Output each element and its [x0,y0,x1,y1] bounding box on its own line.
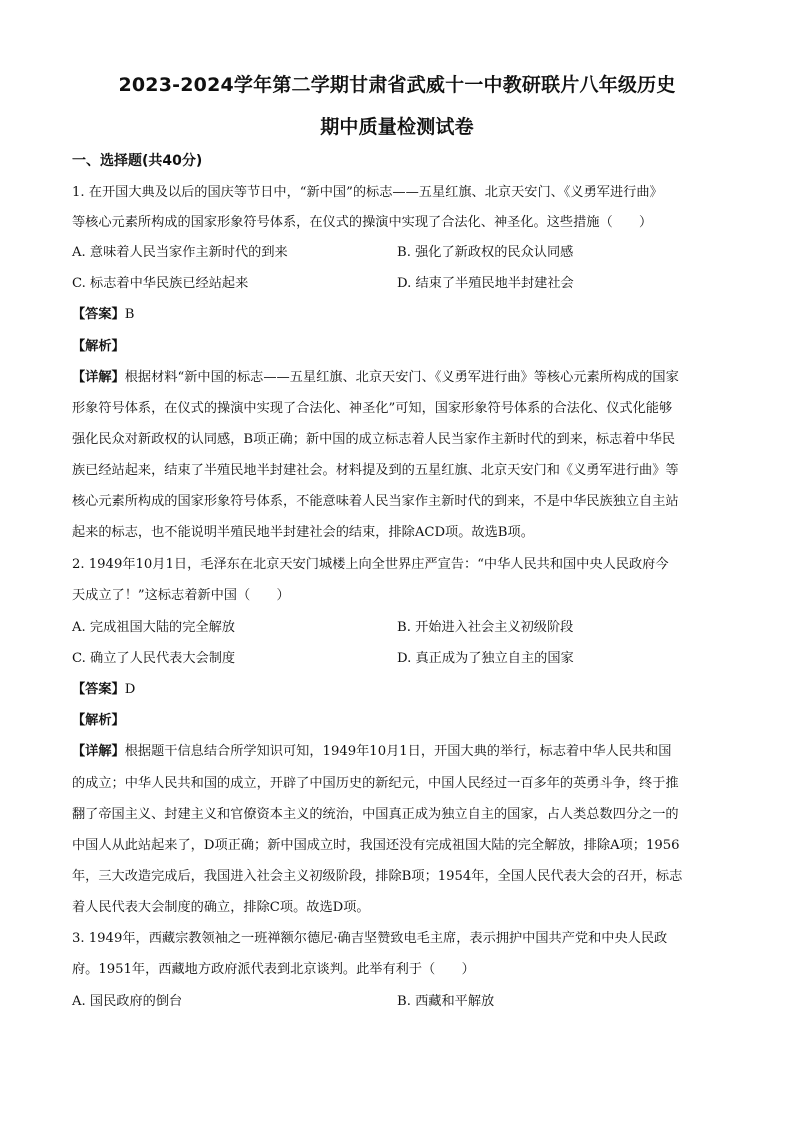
q1-stem-line-1: 1. 在开国大典及以后的国庆等节日中，“新中国”的标志——五星红旗、北京天安门、《义勇军进行曲》 [72,185,663,200]
q3-stem-line-2: 府。1951年，西藏地方政府派代表到北京谈判。此举有利于（ ） [72,962,475,977]
analysis-tag: 【解析】 [72,339,125,354]
q1-detail-line-4: 族已经站起来，结束了半殖民地半封建社会。材料提及到的五星红旗、北京天安门和《义勇军进行曲》等 [72,463,679,478]
q2-option-b: B. 开始进入社会主义初级阶段 [397,620,574,635]
detail-text: 根据材料“新中国的标志——五星红旗、北京天安门、《义勇军进行曲》等核心元素所构成的国家 [124,370,679,385]
answer-tag: 【答案】 [72,307,125,322]
page-title-line-1: 2023-2024学年第二学期甘肃省武威十一中教研联片八年级历史 [118,74,676,96]
q2-option-d: D. 真正成为了独立自主的国家 [397,651,574,666]
q1-detail-line-1 [72,368,724,388]
q1-detail-line-3: 强化民众对新政权的认同感，B项正确；新中国的成立标志着人民当家作主新时代的到来，标志着中华民 [72,432,676,447]
q2-detail-line-2: 的成立；中华人民共和国的成立，开辟了中国历史的新纪元，中国人民经过一百多年的英勇斗争，终于推 [72,776,679,791]
q2-stem-line-1: 2. 1949年10月1日，毛泽东在北京天安门城楼上向全世界庄严宣告：“中华人民共和国中央人民政府今 [72,557,669,572]
q2-detail-line-5: 年，三大改造完成后，我国进入社会主义初级阶段，排除B项；1954年，全国人民代表大会的召开，标志 [72,869,683,884]
q1-option-a: A. 意味着人民当家作主新时代的到来 [72,245,288,260]
q2-detail-line-3: 翻了帝国主义、封建主义和官僚资本主义的统治，中国真正成为独立自主的国家，占人类总数四分之一的 [72,807,679,822]
q1-option-d: D. 结束了半殖民地半封建社会 [397,276,574,291]
q2-stem-line-2: 天成立了！”这标志着新中国（ ） [72,588,290,603]
q1-analysis-tag [72,337,125,357]
q2-detail-line-4: 中国人从此站起来了，D项正确；新中国成立时，我国还没有完成祖国大陆的完全解放，排除A项；1956 [72,838,680,853]
detail-text: 根据题干信息结合所学知识可知，1949年10月1日，开国大典的举行，标志着中华人民共和国 [124,744,672,759]
analysis-tag: 【解析】 [72,713,125,728]
detail-tag: 【详解】 [72,744,125,759]
q1-option-c: C. 标志着中华民族已经站起来 [72,276,249,291]
q2-option-c: C. 确立了人民代表大会制度 [72,651,236,666]
q2-detail-line-6: 着人民代表大会制度的确立，排除C项。故选D项。 [72,900,370,915]
q2-detail-line-1 [72,742,724,762]
q1-detail-line-2: 形象符号体系，在仪式的操演中实现了合法化、神圣化”可知，国家形象符号体系的合法化、仪式化能够 [72,401,673,416]
q2-analysis-tag [72,711,125,731]
answer-tag: 【答案】 [72,682,125,697]
q1-stem-line-2: 等核心元素所构成的国家形象符号体系，在仪式的操演中实现了合法化、神圣化。这些措施（ ） [72,215,653,230]
q3-option-a: A. 国民政府的倒台 [72,994,183,1009]
detail-tag: 【详解】 [72,370,125,385]
answer-value: B [124,307,135,322]
q1-option-b: B. 强化了新政权的民众认同感 [397,245,574,260]
q2-answer [72,680,135,700]
section-heading: 一、选择题(共40分) [72,153,203,169]
page-title-line-2: 期中质量检测试卷 [320,116,474,138]
q1-detail-line-6: 起来的标志，也不能说明半殖民地半封建社会的结束，排除ACD项。故选B项。 [72,525,534,540]
q3-option-b: B. 西藏和平解放 [397,994,495,1009]
answer-value: D [124,682,136,697]
q3-stem-line-1: 3. 1949年，西藏宗教领袖之一班禅额尔德尼·确吉坚赞致电毛主席，表示拥护中国共产党和中央人民政 [72,931,668,946]
q1-answer [72,305,134,325]
q2-option-a: A. 完成祖国大陆的完全解放 [72,620,235,635]
q1-detail-line-5: 核心元素所构成的国家形象符号体系，不能意味着人民当家作主新时代的到来，不是中华民族独立自主站 [72,494,679,509]
